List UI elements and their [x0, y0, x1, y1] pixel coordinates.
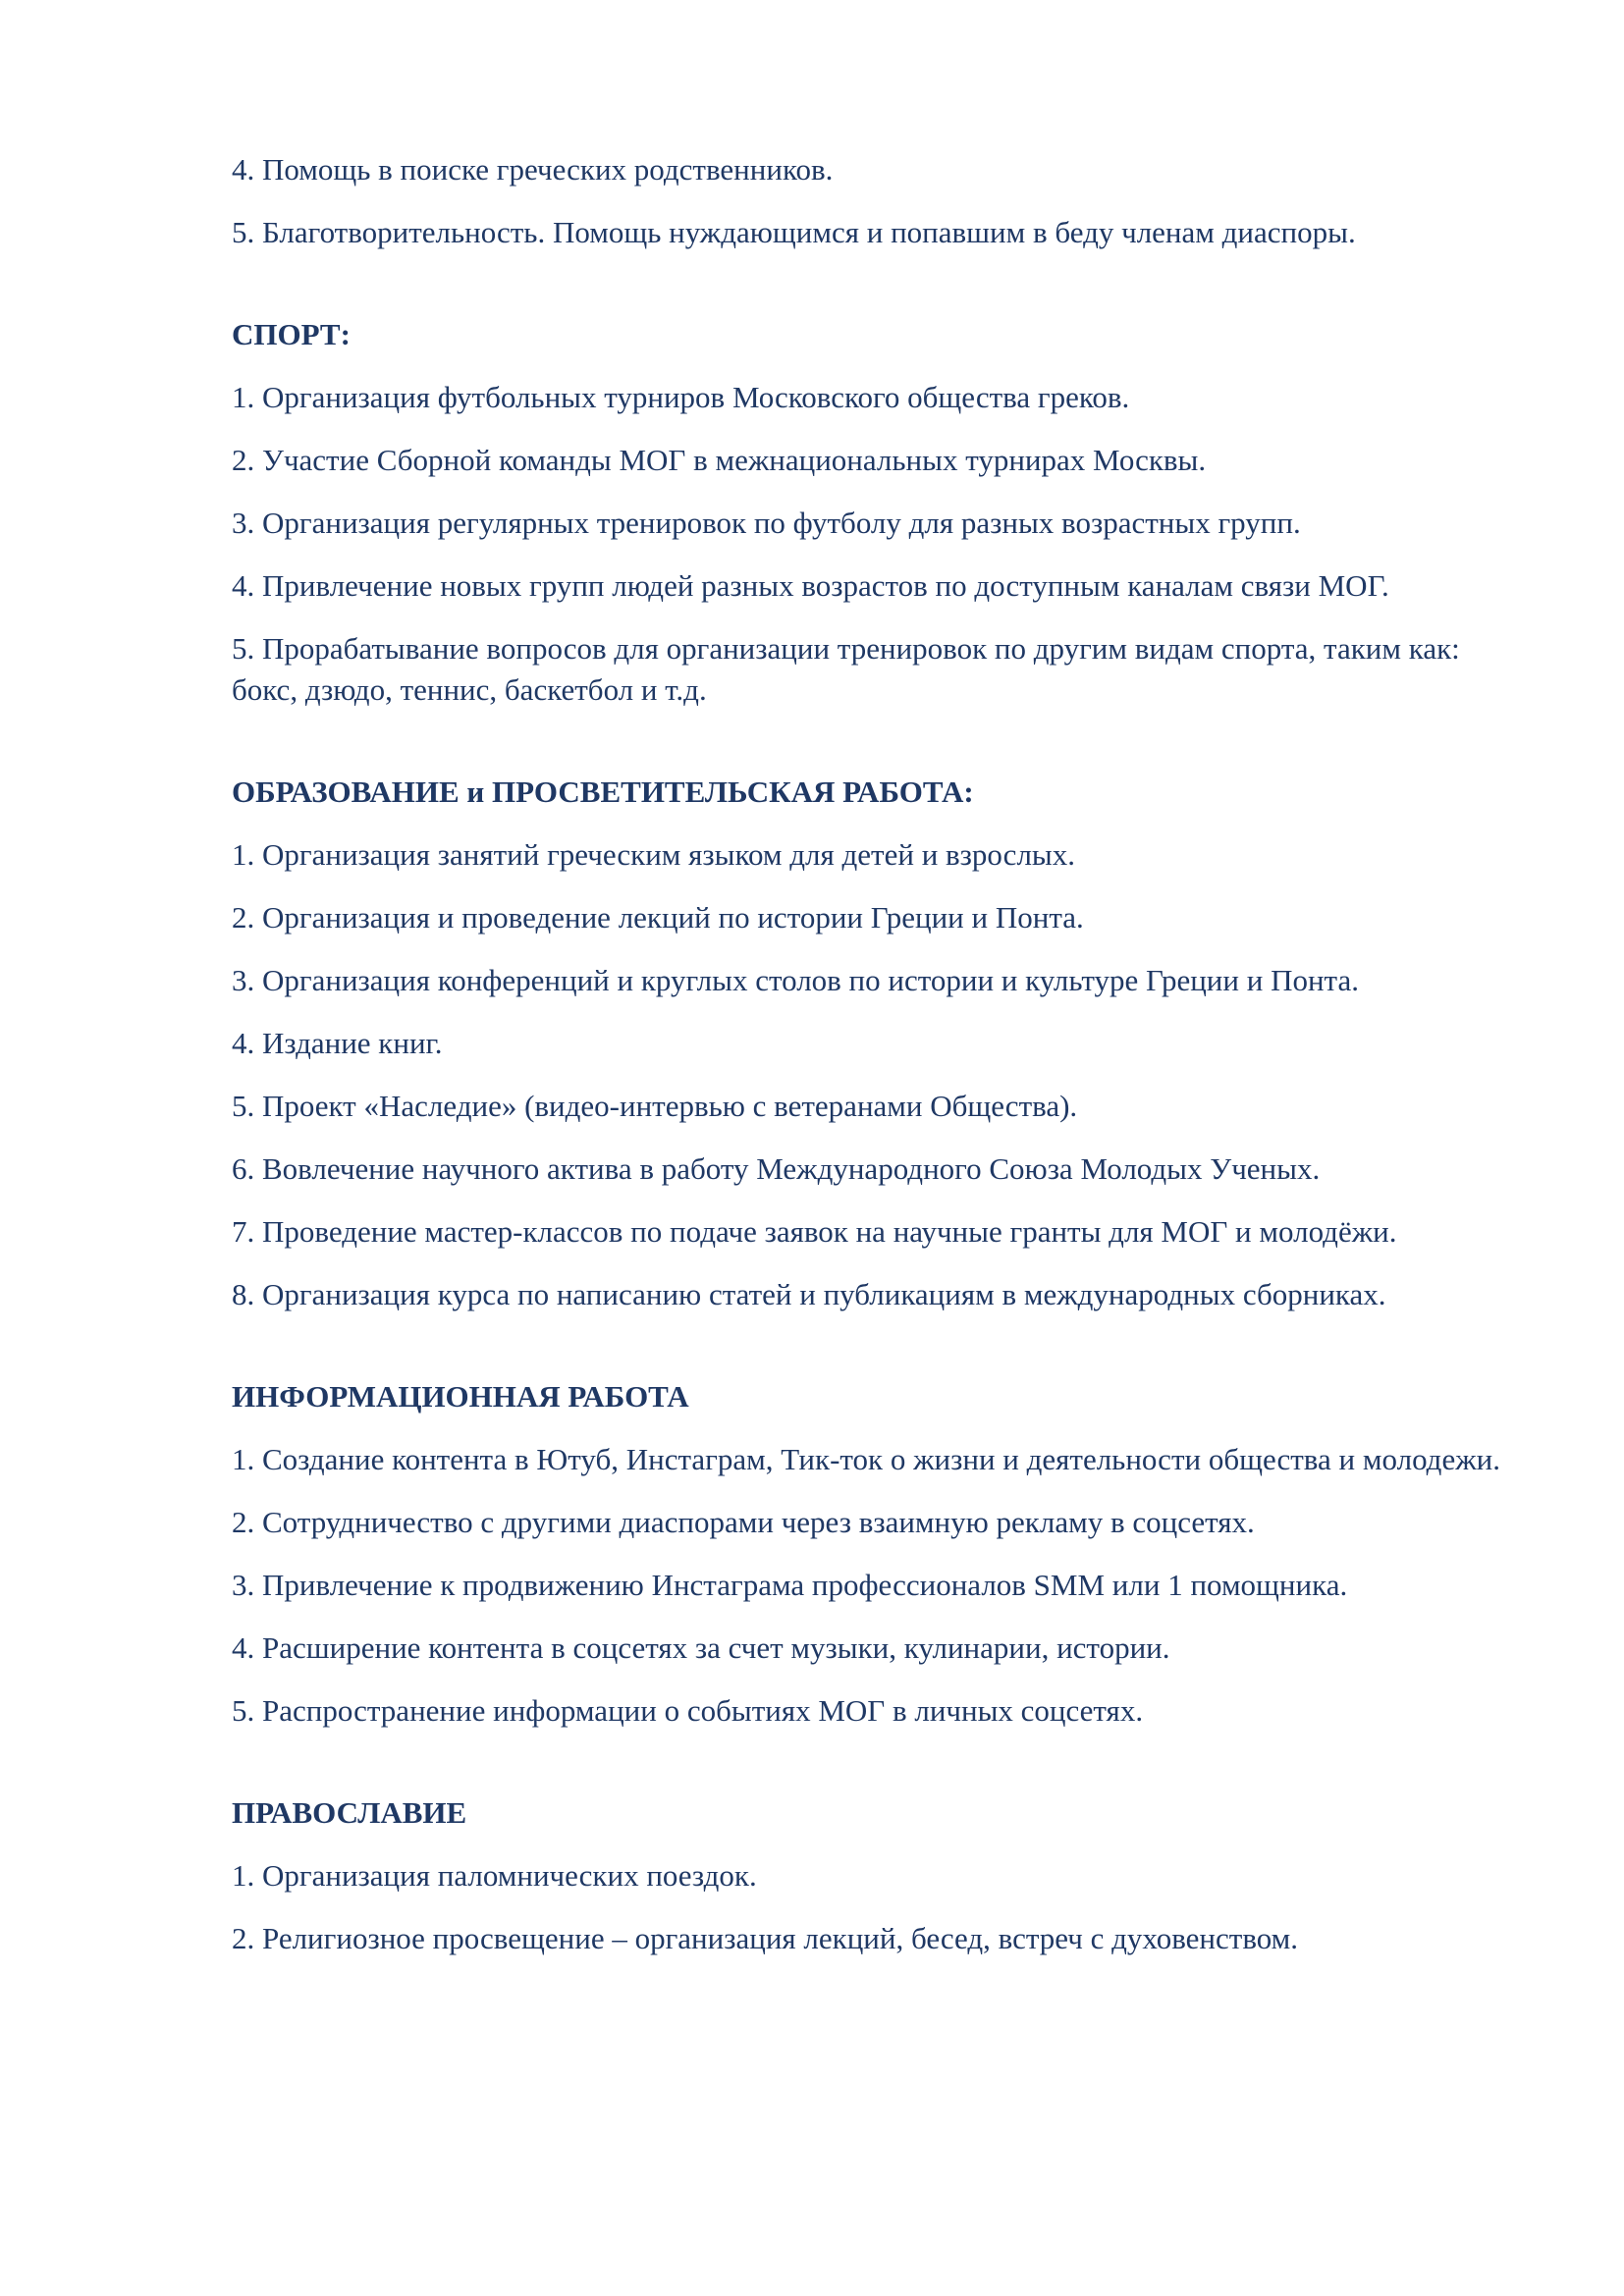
section-information [232, 1376, 1508, 1732]
list-item: 4. Издание книг. [232, 1026, 443, 1060]
list-item: 5. Проект «Наследие» (видео-интервью с ветеранами Общества). [232, 1089, 1078, 1123]
list-item: 3. Привлечение к продвижению Инстаграма профессионалов SMM или 1 помощника. [232, 1568, 1348, 1602]
list-item: 1. Организация занятий греческим языком для детей и взрослых. [232, 837, 1075, 872]
section-education [232, 772, 1508, 1315]
list-item: 2. Организация и проведение лекций по истории Греции и Понта. [232, 900, 1084, 934]
list-item: 2. Сотрудничество с другими диаспорами через взаимную рекламу в соцсетях. [232, 1505, 1255, 1539]
list-item: 4. Помощь в поиске греческих родственников. [232, 152, 834, 187]
section-heading: СПОРТ: [232, 317, 351, 351]
document-body [232, 149, 1508, 1981]
section-sport [232, 314, 1508, 711]
list-item: 5. Распространение информации о событиях МОГ в личных соцсетях. [232, 1693, 1144, 1728]
list-item: 4. Расширение контента в соцсетях за счет музыки, кулинарии, истории. [232, 1630, 1170, 1665]
list-item: 4. Привлечение новых групп людей разных возрастов по доступным каналам связи МОГ. [232, 568, 1389, 603]
section-orthodoxy [232, 1792, 1508, 1959]
list-item: 7. Проведение мастер-классов по подаче заявок на научные гранты для МОГ и молодёжи. [232, 1214, 1397, 1249]
intro-list [232, 149, 1508, 253]
list-item: 1. Организация футбольных турниров Московского общества греков. [232, 380, 1130, 414]
list-item: 1. Создание контента в Ютуб, Инстаграм, Тик-ток о жизни и деятельности общества и молодежи. [232, 1442, 1500, 1476]
section-heading: ИНФОРМАЦИОННАЯ РАБОТА [232, 1379, 689, 1414]
list-item: 5. Прорабатывание вопросов для организации тренировок по другим видам спорта, таким как: бокс, дзюдо, теннис, баскетбол и т.д. [232, 631, 1460, 707]
list-item: 1. Организация паломнических поездок. [232, 1858, 757, 1893]
section-heading: ПРАВОСЛАВИЕ [232, 1795, 467, 1830]
list-item: 5. Благотворительность. Помощь нуждающимся и попавшим в беду членам диаспоры. [232, 215, 1356, 249]
list-item: 3. Организация конференций и круглых столов по истории и культуре Греции и Понта. [232, 963, 1359, 997]
section-heading: ОБРАЗОВАНИЕ и ПРОСВЕТИТЕЛЬСКАЯ РАБОТА: [232, 774, 974, 809]
list-item: 8. Организация курса по написанию статей и публикациям в международных сборниках. [232, 1277, 1386, 1311]
list-item: 2. Религиозное просвещение – организация лекций, бесед, встреч с духовенством. [232, 1921, 1299, 1955]
list-item: 6. Вовлечение научного актива в работу Международного Союза Молодых Ученых. [232, 1151, 1321, 1186]
list-item: 2. Участие Сборной команды МОГ в межнациональных турнирах Москвы. [232, 443, 1207, 477]
list-item: 3. Организация регулярных тренировок по футболу для разных возрастных групп. [232, 506, 1301, 540]
